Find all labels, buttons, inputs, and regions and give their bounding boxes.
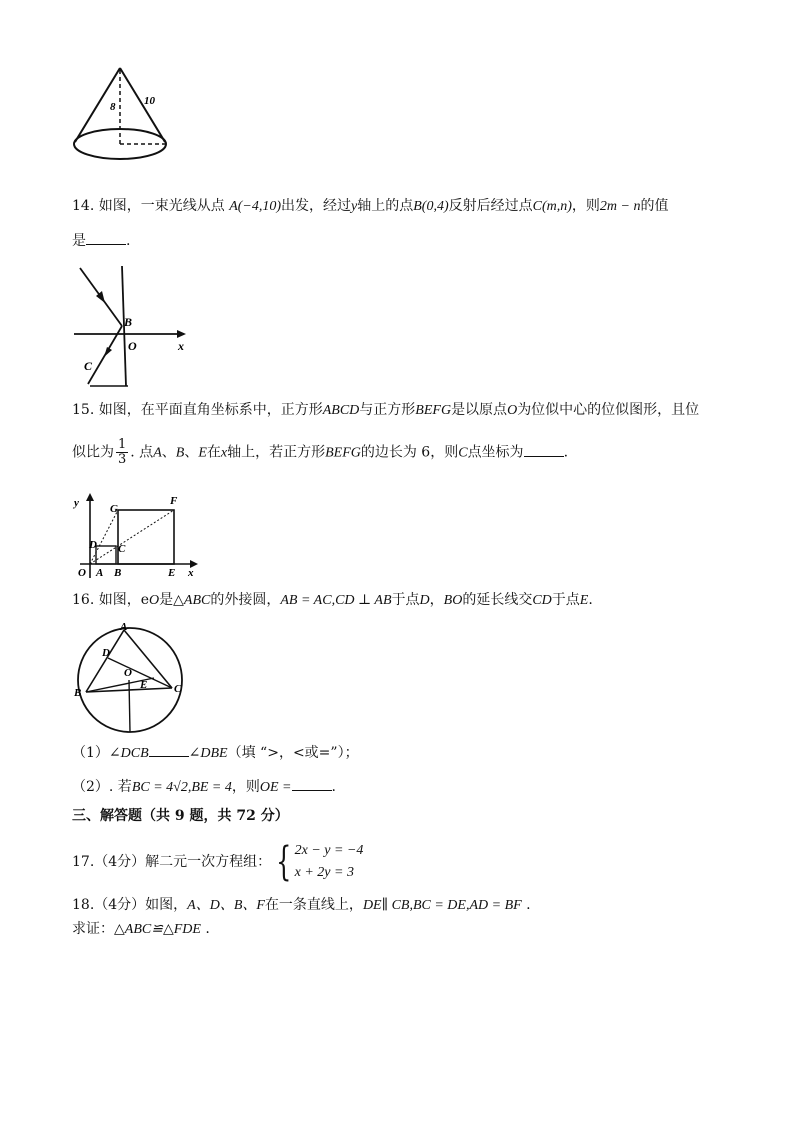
q18-line1: 18.（4分）如图，A、D、B、F在一条直线上，DE∥ CB,BC = DE,AD = BF . [72,897,531,913]
fig16-label-E: E [140,679,148,691]
fig15-label-A: A [96,567,104,579]
q16-sub2-blank[interactable] [292,776,332,791]
q15-answer-blank[interactable] [524,442,564,457]
fig15-label-B: B [114,567,122,579]
fig14-label-B: B [124,315,133,329]
fig16-label-B: B [74,687,82,699]
fig15-label-y: y [74,497,79,509]
q15-number: 15 [72,402,90,418]
slant-label: 10 [144,95,155,107]
fig15-label-x: x [188,567,194,579]
fig15-label-D: D [89,539,97,551]
fig14-label-O: O [128,339,137,353]
circumcircle-figure [72,622,188,734]
section-heading: 三、解答题（共 9 题，共 72 分） [72,808,289,824]
q16-number: 16 [72,592,90,608]
q18-line2: 求证：△ABC≌△FDE . [72,921,210,937]
ratio-fraction: $\frac{1}{3}$ [118,437,127,467]
cone-figure [70,62,180,172]
fig15-label-F: F [170,495,178,507]
q17-line: 17.（4分）解二元一次方程组： { 2x − y = −4 x + 2y = 3 [72,839,364,885]
equation-system: 2x − y = −4 x + 2y = 3 [294,843,364,880]
q16-sub1-blank[interactable] [149,742,189,757]
system-brace: { [276,839,292,885]
height-label: 8 [110,101,116,113]
fig16-label-C: C [174,683,182,695]
fig15-label-G: G [110,503,118,515]
fig14-label-x: x [178,339,184,353]
q14-answer-blank[interactable] [86,230,126,245]
q15-line1: 15. 如图，在平面直角坐标系中，正方形ABCD与正方形BEFG是以原点O为位似中心的位似图形，且位 [72,402,700,418]
q14-line1: 14. 如图，一束光线从点 A(−4,10)出发，经过y轴上的点B(0,4)反射后经过点C(m,n)，则2m − n的值 [72,198,669,214]
fig15-label-E: E [168,567,176,579]
q15-line2: 似比为 $\frac{1}{3}$ . 点A、B、E在x轴上，若正方形BEFG的边长为 6，则C点坐标为 . [72,437,569,467]
q14-line2: 是 . [72,230,130,251]
reflection-figure [72,262,192,392]
q16-sub1: （1）∠DCB ∠DBE（填 “>，<或=”）； [72,742,359,764]
q16-line1: 16. 如图，eO是△ABC的外接圆，AB = AC,CD ⊥ AB于点D，BO的延长线交CD于点E. [72,592,593,608]
fig16-label-A: A [120,622,128,633]
fig15-label-C: C [118,543,126,555]
q16-sub2: （2）. 若BC = 4√2,BE = 4，则OE = . [72,776,336,798]
fig16-label-D: D [102,647,110,659]
similar-squares-figure [72,490,202,582]
fig15-label-O: O [78,567,86,579]
q14-number: 14 [72,198,90,214]
fig16-label-O: O [124,667,132,679]
fig14-label-C: C [84,359,93,373]
